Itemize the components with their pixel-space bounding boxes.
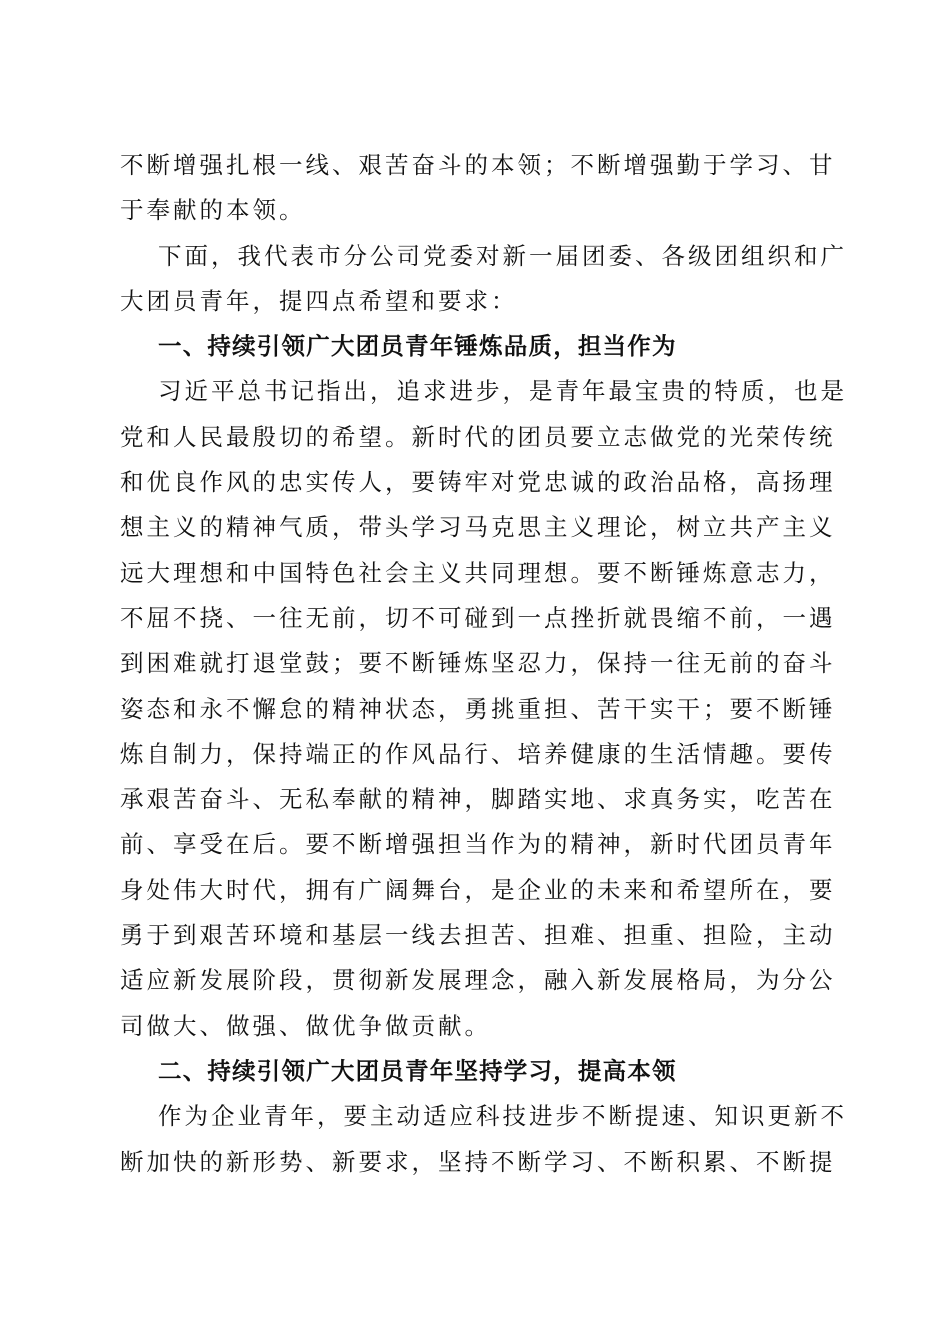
paragraph-line: 不屈不挠、一往无前，切不可碰到一点挫折就畏缩不前，一遇 <box>120 603 836 632</box>
paragraph-line: 于奉献的本领。 <box>120 196 306 225</box>
paragraph-line: 炼自制力，保持端正的作风品行、培养健康的生活情趣。要传 <box>120 739 836 768</box>
paragraph-line: 远大理想和中国特色社会主义共同理想。要不断锤炼意志力， <box>120 558 836 587</box>
paragraph-line: 大团员青年，提四点希望和要求： <box>120 286 518 315</box>
paragraph-line: 习近平总书记指出，追求进步，是青年最宝贵的特质，也是 <box>158 377 847 406</box>
paragraph-line: 不断增强扎根一线、艰苦奋斗的本领；不断增强勤于学习、甘 <box>120 151 836 179</box>
paragraph-line: 作为企业青年，要主动适应科技进步不断提速、知识更新不 <box>158 1102 847 1131</box>
document-body <box>120 143 847 1185</box>
paragraph-line: 到困难就打退堂鼓；要不断锤炼坚忍力，保持一往无前的奋斗 <box>120 649 836 678</box>
section-heading-2: 二、持续引领广大团员青年坚持学习，提高本领 <box>158 1056 677 1085</box>
paragraph-line: 下面，我代表市分公司党委对新一届团委、各级团组织和广 <box>158 241 847 270</box>
paragraph-line: 和优良作风的忠实传人，要铸牢对党忠诚的政治品格，高扬理 <box>120 468 836 497</box>
paragraph-line: 党和人民最殷切的希望。新时代的团员要立志做党的光荣传统 <box>120 422 836 451</box>
paragraph-line: 身处伟大时代，拥有广阔舞台，是企业的未来和希望所在，要 <box>120 875 836 904</box>
paragraph-line: 勇于到艰苦环境和基层一线去担苦、担难、担重、担险，主动 <box>120 921 836 950</box>
paragraph-line: 前、享受在后。要不断增强担当作为的精神，新时代团员青年 <box>120 830 836 859</box>
paragraph-line: 姿态和永不懈怠的精神状态，勇挑重担、苦干实干；要不断锤 <box>120 694 836 723</box>
paragraph-line: 承艰苦奋斗、无私奉献的精神，脚踏实地、求真务实，吃苦在 <box>120 785 836 814</box>
paragraph-line: 想主义的精神气质，带头学习马克思主义理论，树立共产主义 <box>120 513 836 542</box>
section-heading-1: 一、持续引领广大团员青年锤炼品质，担当作为 <box>158 332 677 361</box>
paragraph-line: 司做大、做强、做优争做贡献。 <box>120 1011 491 1040</box>
paragraph-line: 断加快的新形势、新要求，坚持不断学习、不断积累、不断提 <box>120 1147 836 1176</box>
paragraph-line: 适应新发展阶段，贯彻新发展理念，融入新发展格局，为分公 <box>120 966 836 995</box>
